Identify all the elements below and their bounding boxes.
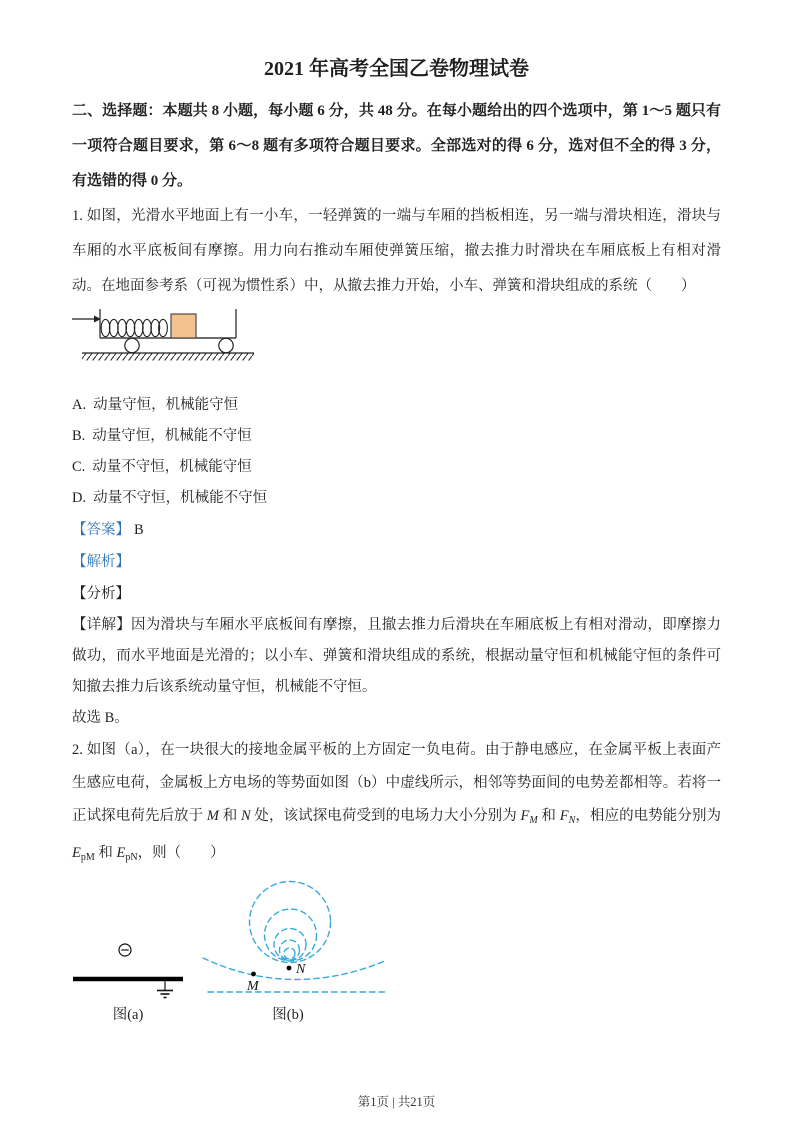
equipotential-curve (203, 958, 387, 980)
figure-b (200, 878, 395, 1000)
figure-a-caption: 图(a) (112, 1007, 144, 1023)
cart-wheels (125, 338, 233, 352)
equipotential-circles (250, 882, 331, 963)
option-text: 动量不守恒，机械能不守恒 (93, 490, 268, 506)
push-arrow-icon (72, 316, 101, 323)
q2-stem: 2. 如图（a），在一块很大的接地金属平板的上方固定一负电荷。由于静电感应，在金属平板上表面产生感应电荷，金属板上方电场的等势面如图（b）中虚线所示，相邻等势面间的电势差都相等。若将一正试探电荷先后放于 M 和 N 处，该试探电荷受到的电场力大小分别为 $F_M$ 和 $F_N$，相应的电势能分别为 $E_{pM}$ 和 $E_{pN}$，则（ ） (72, 742, 722, 863)
ground-hatch (82, 353, 254, 361)
option-label: D. (72, 490, 87, 506)
fenxi-tag: 【分析】 (72, 586, 130, 602)
detail-tag: 【详解】 (72, 617, 132, 633)
point-n-dot (287, 966, 292, 971)
option-text: 动量守恒，机械能守恒 (93, 397, 239, 413)
figure-b-caption: 图(b) (272, 1007, 304, 1023)
q1-fenxi-line (72, 578, 721, 610)
cart-body (100, 309, 236, 338)
page-content (0, 56, 793, 1030)
q2-figures (72, 878, 721, 1030)
q1-option-a (72, 390, 721, 421)
q1-detail (72, 610, 721, 703)
q1-answer-line (72, 514, 721, 546)
cart-spring-figure (72, 308, 272, 366)
ground-symbol-icon (157, 982, 173, 998)
option-label: B. (72, 428, 86, 444)
option-text: 动量不守恒，机械能守恒 (92, 459, 252, 475)
q1-option-b (72, 421, 721, 452)
negative-charge-icon (119, 944, 131, 956)
q1-option-d (72, 483, 721, 514)
point-m-dot (251, 972, 256, 977)
doc-title: 2021 年高考全国乙卷物理试卷 (264, 58, 529, 80)
detail-text: 因为滑块与车厢水平底板间有摩擦，且撤去推力后滑块在车厢底板上有相对滑动，即摩擦力做功，而水平地面是光滑的；以小车、弹簧和滑块组成的系统，根据动量守恒和机械能守恒的条件可知撤去推力后该系统动量守恒，机械能不守恒。 (72, 617, 722, 695)
q1-jiexi-line (72, 546, 721, 578)
option-text: 动量守恒，机械能不守恒 (92, 428, 252, 444)
option-label: C. (72, 459, 86, 475)
figure-a (72, 938, 202, 1004)
q1-figure (72, 308, 721, 366)
point-m-label: M (247, 979, 259, 994)
page-footer: 第1页 | 共21页 (357, 1095, 436, 1109)
q1-conclusion: 故选 B。 (72, 710, 129, 726)
slider-block (171, 314, 196, 338)
answer-tag: 【答案】 (72, 522, 130, 538)
q1-stem: 1. 如图，光滑水平地面上有一小车，一轻弹簧的一端与车厢的挡板相连，另一端与滑块相连，滑块与车厢的水平底板间有摩擦。用力向右推动车厢使弹簧压缩，撤去推力时滑块在车厢底板上有相对滑动。在地面参考系（可视为惯性系）中，从撤去推力开始，小车、弹簧和滑块组成的系统（ ） (72, 208, 721, 294)
jiexi-tag: 【解析】 (72, 554, 130, 570)
answer-value: B (134, 522, 144, 538)
point-n-label: N (296, 962, 306, 977)
option-label: A. (72, 397, 87, 413)
section-header: 二、选择题：本题共 8 小题，每小题 6 分，共 48 分。在每小题给出的四个选项中，第 1～5 题只有一项符合题目要求，第 6～8 题有多项符合题目要求。全部选对的得 6 分，选对但不全的得 3 分，有选错的得 0 分。 (72, 103, 721, 189)
q1-option-c (72, 452, 721, 483)
spring (101, 319, 167, 336)
